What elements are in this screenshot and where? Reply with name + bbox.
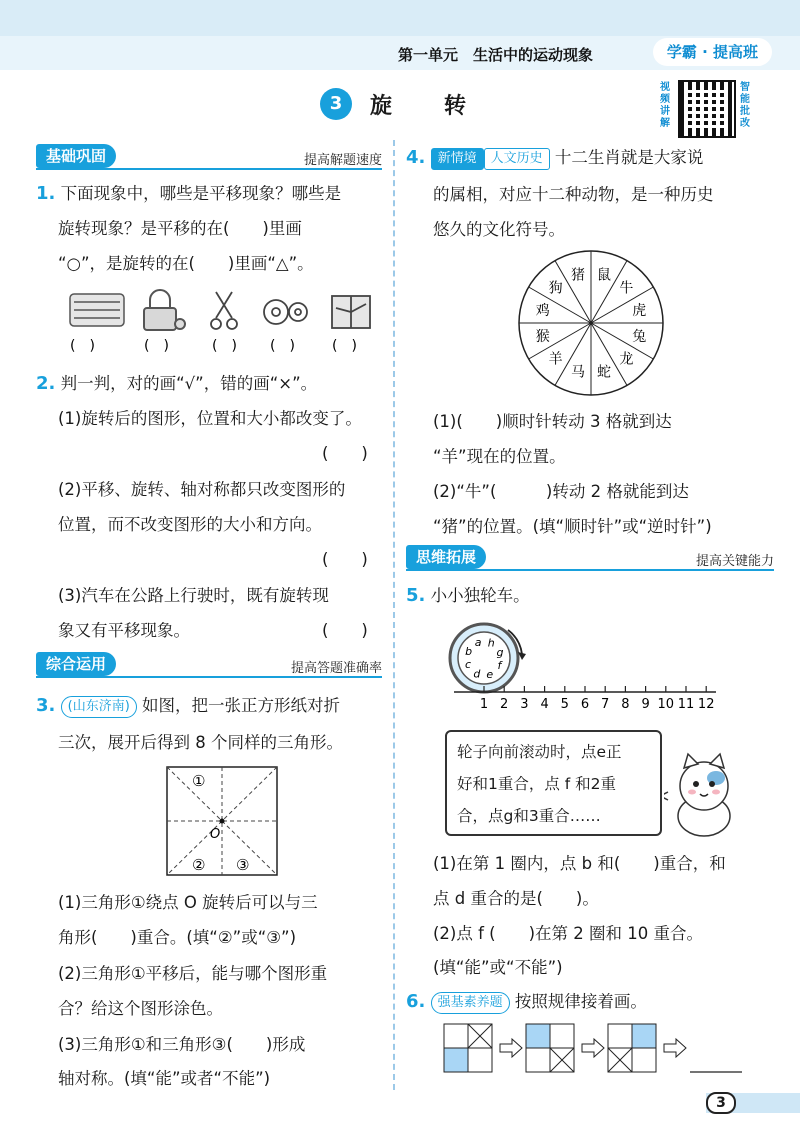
section-basic-label: 基础巩固 <box>36 144 116 168</box>
wheel-letter: a <box>474 636 482 650</box>
section-basic <box>36 144 382 170</box>
q3-sub3b: 轴对称。(填“能”或者“不能”) <box>58 1069 271 1088</box>
q1-line1: 1. 下面现象中，哪些是平移现象？哪些是 <box>36 183 342 204</box>
q2-line1: 2. 判一判，对的画“√”，错的画“×”。 <box>36 373 318 394</box>
q4-badge-culture: 人文历史 <box>484 148 550 170</box>
section-apply-sub: 提高答题准确率 <box>290 661 382 676</box>
q4-badge-new: 新情境 <box>431 148 484 170</box>
q1-line3: “○”，是旋转的在( )里画“△”。 <box>58 254 314 273</box>
zodiac-wheel <box>516 248 666 398</box>
pattern-grid-3 <box>608 1024 656 1072</box>
q3-sub2b: 合？给这个图形涂色。 <box>58 999 223 1018</box>
q3-sub1b: 角形( )重合。(填“②”或“③”) <box>58 928 297 947</box>
section-expand-label: 思维拓展 <box>406 545 486 569</box>
bubble-line2: 好和1重合，点 f 和2重 <box>457 775 617 793</box>
pattern-grid-2 <box>526 1024 574 1072</box>
brand-label: 学霸 · 提高班 <box>653 38 772 66</box>
unit-title: 第一单元 生活中的运动现象 <box>398 46 594 64</box>
q2-item2a: (2)平移、旋转、轴对称都只改变图形的 <box>58 480 346 499</box>
page-header <box>0 0 800 70</box>
q2-item3-answer[interactable]: ( ) <box>322 621 368 640</box>
zodiac-label: 牛 <box>619 280 634 297</box>
section-expand <box>406 545 774 571</box>
q2-item2-answer[interactable]: ( ) <box>322 550 368 569</box>
revolving-door-icon <box>332 296 370 328</box>
wheel-letter: g <box>496 646 504 660</box>
wheel-letter: b <box>465 644 473 658</box>
ruler-label: 10 <box>657 697 675 712</box>
q6-line: 6. 强基素养题 按照规律接着画。 <box>406 991 647 1012</box>
ruler-label: 6 <box>580 697 590 712</box>
ruler-label: 1 <box>479 697 489 712</box>
column-divider <box>393 140 395 1090</box>
q1-paren-2[interactable]: ( ) <box>144 338 169 354</box>
q4-sub2a: (2)“牛”( )转动 2 格就能到达 <box>433 482 689 501</box>
wheel-letter: e <box>486 667 494 681</box>
ruler-label: 12 <box>697 697 715 712</box>
ruler-label: 5 <box>560 697 569 712</box>
page-number: 3 <box>706 1092 736 1114</box>
padlock-key-icon <box>144 290 185 330</box>
qr-right-label: 智能批改 <box>740 82 750 129</box>
q5-sub1b: 点 d 重合的是( )。 <box>433 889 599 908</box>
unicycle-ruler-figure <box>448 620 728 712</box>
q1-paren-4[interactable]: ( ) <box>270 338 295 354</box>
q1-paren-1[interactable]: ( ) <box>70 338 95 354</box>
q3-sub3a: (3)三角形①和三角形③( )形成 <box>58 1035 306 1054</box>
pattern-grid-1 <box>444 1024 492 1072</box>
q1-pictures <box>66 284 386 354</box>
q2-item1: (1)旋转后的图形，位置和大小都改变了。 <box>58 409 362 428</box>
arrow-right-icon <box>664 1039 686 1057</box>
zodiac-label: 猴 <box>535 328 550 345</box>
zodiac-label: 羊 <box>548 351 563 368</box>
q6-badge: 强基素养题 <box>431 992 510 1014</box>
speech-bubble <box>445 730 662 836</box>
wheel-letter: h <box>487 636 495 650</box>
zodiac-label: 狗 <box>548 280 563 297</box>
q4-sub2b: “猪”的位置。(填“顺时针”或“逆时针”) <box>433 517 712 536</box>
q2-item1-answer[interactable]: ( ) <box>322 444 368 463</box>
zodiac-label: 兔 <box>632 328 647 345</box>
qr-code-block <box>660 80 756 138</box>
section-apply <box>36 652 382 678</box>
q3-sub1a: (1)三角形①绕点 O 旋转后可以与三 <box>58 893 318 912</box>
zodiac-label: 鼠 <box>596 267 611 284</box>
zodiac-label: 蛇 <box>596 364 611 381</box>
zodiac-label: 鸡 <box>535 303 550 320</box>
q1-paren-3[interactable]: ( ) <box>212 338 237 354</box>
wheel-letter: f <box>497 659 502 673</box>
zodiac-label: 龙 <box>619 351 634 368</box>
page-footer <box>706 1093 800 1113</box>
q4-sub1b: “羊”现在的位置。 <box>433 447 566 466</box>
zodiac-label: 虎 <box>632 303 647 320</box>
q3-line2: 三次，展开后得到 8 个同样的三角形。 <box>58 733 343 752</box>
ruler-label: 9 <box>641 697 650 712</box>
q4-sub1a: (1)( )顺时针转动 3 格就到达 <box>433 412 672 431</box>
q3-source-badge: (山东济南) <box>61 696 137 718</box>
ruler-label: 8 <box>621 697 630 712</box>
wheel-letter: d <box>473 667 481 681</box>
ruler-label: 11 <box>677 697 695 712</box>
q5-sub1a: (1)在第 1 圈内，点 b 和( )重合，和 <box>433 854 726 873</box>
qr-code-icon[interactable] <box>678 80 736 138</box>
zodiac-label: 马 <box>571 364 586 381</box>
ruler-label: 2 <box>500 697 509 712</box>
bubble-line3: 合，点g和3重合…… <box>457 807 601 825</box>
q5-sub2a: (2)点 f ( )在第 2 圈和 10 重合。 <box>433 924 704 943</box>
q5-title: 5. 小小独轮车。 <box>406 585 530 606</box>
q1-paren-5[interactable]: ( ) <box>332 338 357 354</box>
q4-line1: 4. 新情境 人文历史 十二生肖就是大家说 <box>406 147 704 168</box>
q3-line1: 3. (山东济南) 如图，把一张正方形纸对折 <box>36 695 341 716</box>
q3-folded-square-figure <box>166 766 280 878</box>
q4-line3: 悠久的文化符号。 <box>433 220 565 239</box>
lesson-title-text: 旋转 <box>370 93 519 119</box>
gear-icon <box>264 300 307 324</box>
wheel-letter: c <box>464 657 472 671</box>
ruler-label: 7 <box>601 697 610 712</box>
section-basic-sub: 提高解题速度 <box>303 153 382 168</box>
triangle-2-label: ② <box>192 856 206 874</box>
lesson-number: 3 <box>320 88 352 120</box>
q5-sub2b: (填“能”或“不能”) <box>433 958 563 977</box>
q3-sub2a: (2)三角形①平移后，能与哪个图形重 <box>58 964 328 983</box>
triangle-1-label: ① <box>192 772 206 790</box>
scissors-icon <box>211 292 237 329</box>
lesson-title <box>320 86 518 122</box>
q6-pattern-figure <box>442 1022 746 1078</box>
q2-item3b: 象又有平移现象。 <box>58 621 190 640</box>
triangle-3-label: ③ <box>236 856 250 874</box>
arrow-right-icon <box>500 1039 522 1057</box>
bubble-line1: 轮子向前滚动时，点e正 <box>457 743 622 761</box>
conveyor-roller-icon <box>70 294 124 326</box>
qr-left-label: 视频讲解 <box>660 82 670 129</box>
section-apply-label: 综合运用 <box>36 652 116 676</box>
arrow-right-icon <box>582 1039 604 1057</box>
section-expand-sub: 提高关键能力 <box>695 554 774 569</box>
ruler-label: 3 <box>520 697 529 712</box>
cat-mascot-icon <box>664 752 744 838</box>
point-o-label: O <box>210 827 221 842</box>
q2-item3a: (3)汽车在公路上行驶时，既有旋转现 <box>58 586 329 605</box>
q1-line2: 旋转现象？是平移的在( )里画 <box>58 219 302 238</box>
q4-line2: 的属相，对应十二种动物，是一种历史 <box>433 185 714 204</box>
q2-item2b: 位置，而不改变图形的大小和方向。 <box>58 515 322 534</box>
zodiac-label: 猪 <box>571 267 586 284</box>
ruler-label: 4 <box>540 697 549 712</box>
